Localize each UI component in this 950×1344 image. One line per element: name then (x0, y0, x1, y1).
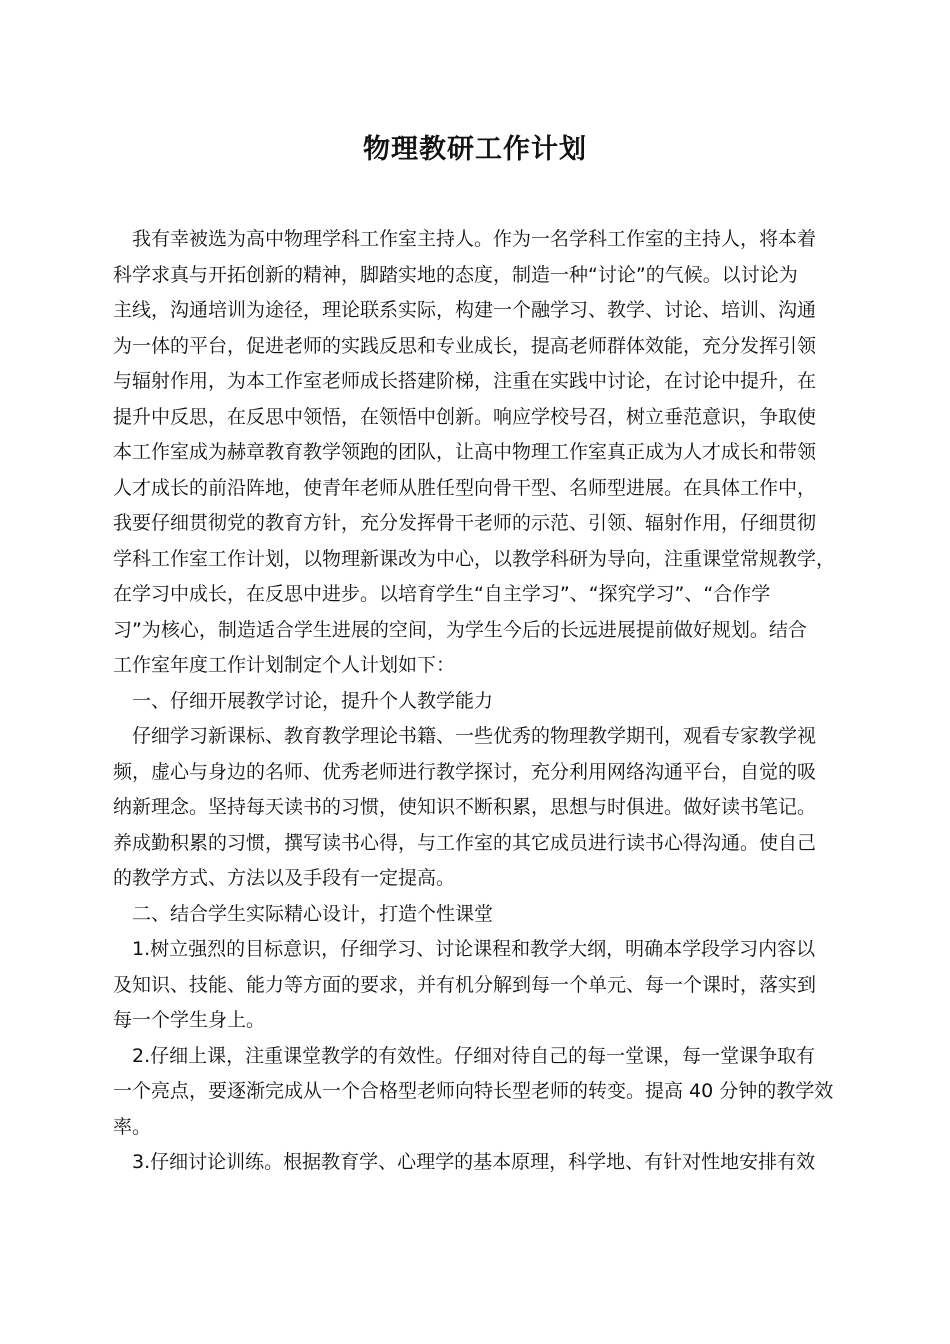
text-line: 人才成长的前沿阵地，使青年老师从胜任型向骨干型、名师型进展。在具体工作中， (113, 476, 817, 499)
paragraph-intro (113, 222, 846, 684)
text-line: 及知识、技能、能力等方面的要求，并有机分解到每一个单元、每一个课时，落实到 (113, 973, 817, 996)
paragraph-section-1 (113, 719, 846, 897)
text-line: 的教学方式、方法以及手段有一定提高。 (113, 867, 456, 889)
text-line: 习”为核心，制造适合学生进展的空间，为学生今后的长远进展提前做好规划。结合 (113, 618, 807, 641)
text-line: 率。 (113, 1115, 152, 1138)
document-body (113, 222, 846, 1181)
text-line: 一个亮点，要逐渐完成从一个合格型老师向特长型老师的转变。提高 40 分钟的教学效 (113, 1080, 834, 1102)
text-line: 我要仔细贯彻党的教育方针，充分发挥骨干老师的示范、引领、辐射作用，仔细贯彻 (113, 512, 817, 534)
text-line: 养成勤积累的习惯，撰写读书心得，与工作室的其它成员进行读书心得沟通。使自己 (113, 831, 817, 854)
heading-text: 一、仔细开展教学讨论，提升个人教学能力 (113, 689, 494, 712)
text-line: 每一个学生身上。 (113, 1009, 266, 1031)
text-line: 工作室年度工作计划制定个人计划如下： (113, 654, 456, 676)
text-line: 主线，沟通培训为途径，理论联系实际，构建一个融学习、教学、讨论、培训、沟通 (113, 299, 817, 321)
text-line: 在学习中成长，在反思中进步。以培育学生“自主学习”、“探究学习”、“合作学 (113, 583, 771, 605)
text-line: 我有幸被选为高中物理学科工作室主持人。作为一名学科工作室的主持人，将本着 (113, 228, 817, 250)
text-line: 科学求真与开拓创新的精神，脚踏实地的态度，制造一种“讨论”的气候。以讨论为 (113, 263, 798, 286)
heading-text: 二、结合学生实际精心设计，打造个性课堂 (113, 902, 494, 925)
list-item-3 (113, 1145, 846, 1181)
list-item-2 (113, 1039, 846, 1146)
section-heading-1 (113, 684, 846, 720)
text-line: 为一体的平台，促进老师的实践反思和专业成长，提高老师群体效能，充分发挥引领 (113, 334, 817, 357)
text-line: 3.仔细讨论训练。根据教育学、心理学的基本原理，科学地、有针对性地安排有效 (113, 1151, 816, 1173)
text-line: 仔细学习新课标、教育教学理论书籍、一些优秀的物理教学期刊，观看专家教学视 (113, 725, 817, 747)
text-line: 学科工作室工作计划，以物理新课改为中心，以教学科研为导向，注重课堂常规教学， (113, 547, 836, 570)
text-line: 1.树立强烈的目标意识，仔细学习、讨论课程和教学大纲，明确本学段学习内容以 (113, 938, 816, 960)
text-line: 提升中反思，在反思中领悟，在领悟中创新。响应学校号召，树立垂范意识，争取使 (113, 405, 817, 428)
text-line: 频，虚心与身边的名师、优秀老师进行教学探讨，充分利用网络沟通平台，自觉的吸 (113, 760, 817, 783)
text-line: 纳新理念。坚持每天读书的习惯，使知识不断积累，思想与时俱进。做好读书笔记。 (113, 796, 817, 818)
section-heading-2 (113, 897, 846, 933)
document-title: 物理教研工作计划 (363, 134, 587, 165)
text-line: 2.仔细上课，注重课堂教学的有效性。仔细对待自己的每一堂课，每一堂课争取有 (113, 1044, 816, 1067)
text-line: 本工作室成为赫章教育教学领跑的团队，让高中物理工作室真正成为人才成长和带领 (113, 441, 817, 463)
text-line: 与辐射作用，为本工作室老师成长搭建阶梯，注重在实践中讨论，在讨论中提升，在 (113, 370, 817, 392)
list-item-1 (113, 932, 846, 1039)
